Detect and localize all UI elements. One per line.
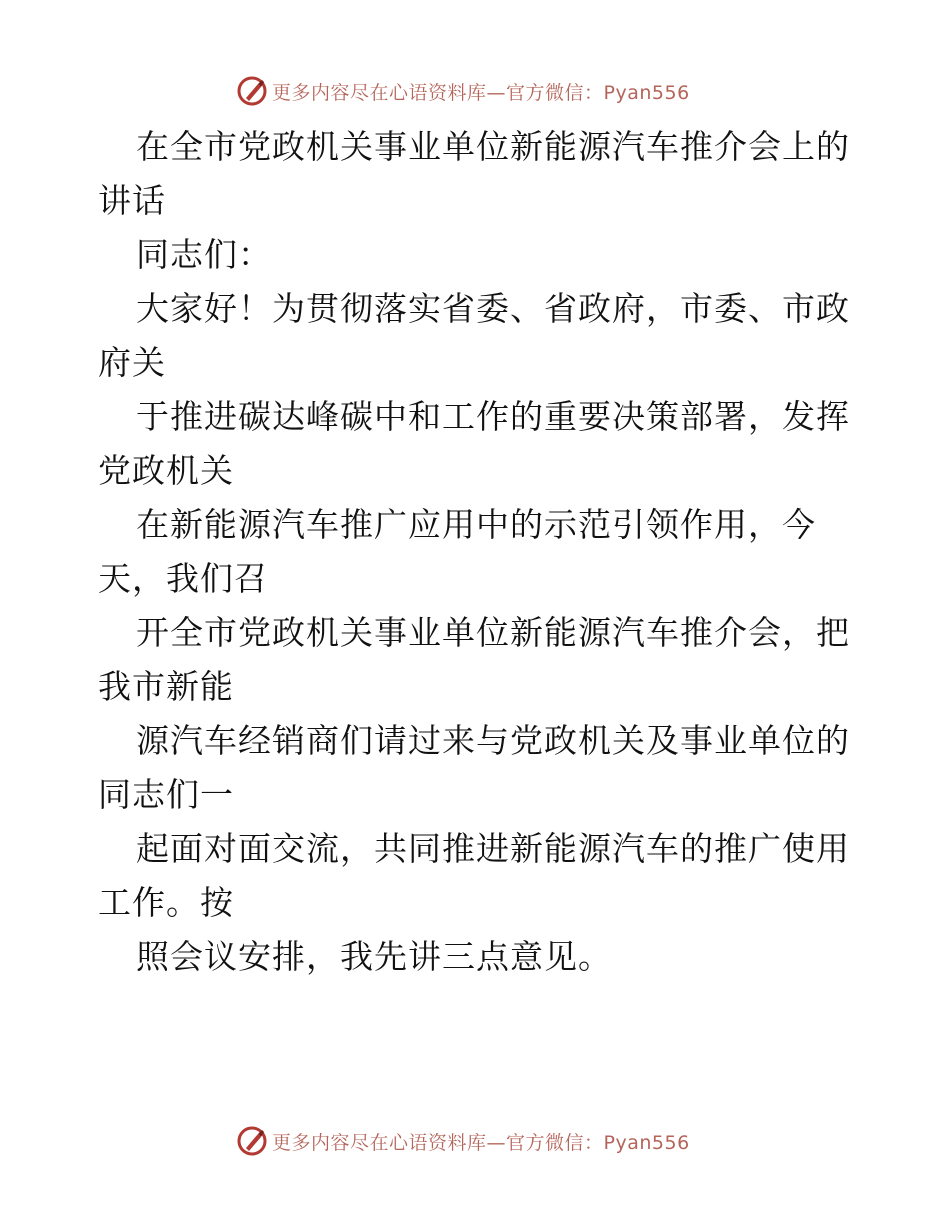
paragraph-line: 照会议安排，我先讲三点意见。 bbox=[136, 937, 612, 976]
title-line-1: 在全市党政机关事业单位新能源汽车推介会上的 bbox=[136, 127, 850, 166]
paragraph-line: 在新能源汽车推广应用中的示范引领作用，今 bbox=[136, 505, 816, 544]
footer-banner bbox=[236, 1124, 690, 1158]
paragraph-line: 起面对面交流，共同推进新能源汽车的推广使用 bbox=[136, 829, 850, 868]
header-banner-text: 更多内容尽在心语资料库—官方微信：Pyan556 bbox=[272, 81, 690, 104]
paragraph-line: 府关 bbox=[98, 343, 166, 382]
paragraph-line: 天，我们召 bbox=[98, 559, 268, 598]
pen-logo-icon bbox=[236, 75, 268, 107]
header-banner bbox=[236, 74, 690, 108]
paragraph-line: 大家好！为贯彻落实省委、省政府，市委、市政 bbox=[136, 289, 850, 328]
paragraph-line: 同志们一 bbox=[98, 775, 234, 814]
paragraph-line: 源汽车经销商们请过来与党政机关及事业单位的 bbox=[136, 721, 850, 760]
paragraph-line: 工作。按 bbox=[98, 883, 234, 922]
paragraph-line: 我市新能 bbox=[98, 667, 234, 706]
salutation: 同志们： bbox=[136, 235, 272, 274]
paragraph-line: 于推进碳达峰碳中和工作的重要决策部署，发挥 bbox=[136, 397, 850, 436]
document-body bbox=[98, 120, 858, 984]
title-line-2: 讲话 bbox=[98, 181, 166, 220]
paragraph-line: 开全市党政机关事业单位新能源汽车推介会，把 bbox=[136, 613, 850, 652]
footer-banner-text: 更多内容尽在心语资料库—官方微信：Pyan556 bbox=[272, 1131, 690, 1154]
pen-logo-icon bbox=[236, 1125, 268, 1157]
paragraph-line: 党政机关 bbox=[98, 451, 234, 490]
